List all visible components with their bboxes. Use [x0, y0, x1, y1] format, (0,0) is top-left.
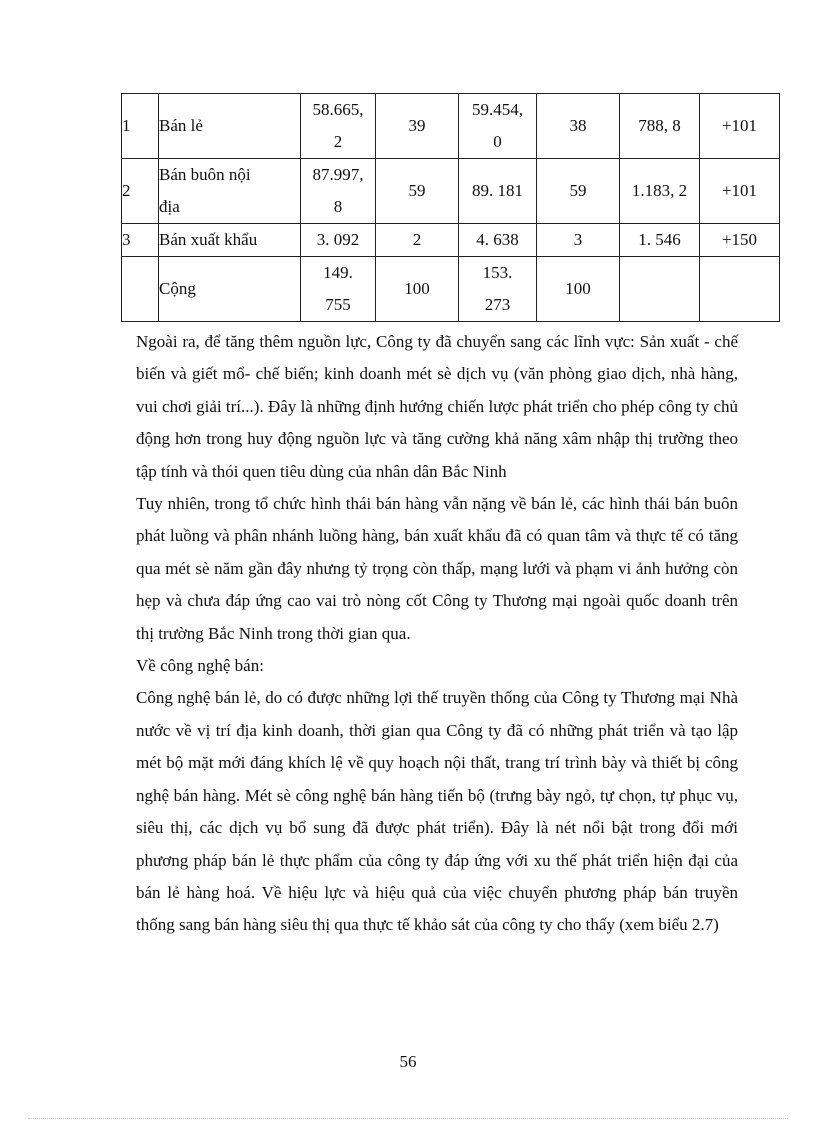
value-cell: 149. 755: [301, 257, 376, 322]
percent-cell: 100: [376, 257, 459, 322]
sales-table: [121, 93, 780, 322]
difference-cell: 1.183, 2: [620, 159, 700, 224]
row-label-cell: Bán lẻ: [159, 94, 301, 159]
difference-cell: [620, 257, 700, 322]
percent-cell: 39: [376, 94, 459, 159]
difference-cell: 788, 8: [620, 94, 700, 159]
value-cell: 3. 092: [301, 224, 376, 257]
page-number: 56: [399, 1052, 417, 1071]
row-label-cell: Bán xuất khẩu: [159, 224, 301, 257]
row-index-cell: 1: [122, 94, 159, 159]
growth-cell: +101: [700, 159, 780, 224]
paragraph: Công nghệ bán lẻ, do có được những lợi thế truyền thống của Công ty Thương mại Nhà nước về vị trí địa kinh doanh, thời gian qua Công ty đã có những phát triển và tạo lập mét bộ mặt mới đáng khích lệ về quy hoạch nội thất, trang trí trình bày và thiết bị công nghệ bán hàng. Mét sè công nghệ bán hàng tiến bộ (trưng bày ngỏ, tự chọn, tự phục vụ, siêu thị, các dịch vụ bổ sung đã được phát triển). Đây là nét nổi bật trong đổi mới phương pháp bán lẻ thực phẩm của công ty đáp ứng với xu thế phát triển hiện đại của bán lẻ hàng hoá. Về hiệu lực và hiệu quả của việc chuyển phương pháp bán truyền thống sang bán hàng siêu thị qua thực tế khảo sát của công ty cho thấy (xem biểu 2.7): [136, 688, 738, 935]
row-index-cell: [122, 257, 159, 322]
percent-cell: 59: [376, 159, 459, 224]
table-row: [122, 159, 780, 224]
growth-cell: +150: [700, 224, 780, 257]
value-cell: 89. 181: [459, 159, 537, 224]
percent-cell: 2: [376, 224, 459, 257]
paragraph: Tuy nhiên, trong tổ chức hình thái bán hàng vẫn nặng về bán lẻ, các hình thái bán buôn phát luồng và phân nhánh luồng hàng, bán xuất khẩu đã có quan tâm và thực tế có tăng qua mét sè năm gần đây nhưng tỷ trọng còn thấp, mạng lưới và phạm vi ảnh hưởng còn hẹp và chưa đáp ứng cao vai trò nòng cốt Công ty Thương mại ngoài quốc doanh trên thị trường Bắc Ninh trong thời gian qua.: [136, 494, 738, 643]
value-cell: 153. 273: [459, 257, 537, 322]
paragraph: Về công nghệ bán:: [136, 656, 264, 676]
percent-cell: 38: [537, 94, 620, 159]
percent-cell: 100: [537, 257, 620, 322]
value-cell: 58.665, 2: [301, 94, 376, 159]
page-bottom-border: [28, 1118, 788, 1119]
table-row: [122, 257, 780, 322]
table-row: [122, 94, 780, 159]
difference-cell: 1. 546: [620, 224, 700, 257]
row-index-cell: 3: [122, 224, 159, 257]
percent-cell: 59: [537, 159, 620, 224]
percent-cell: 3: [537, 224, 620, 257]
growth-cell: [700, 257, 780, 322]
row-label-cell: Cộng: [159, 257, 301, 322]
row-index-cell: 2: [122, 159, 159, 224]
paragraph: Ngoài ra, để tăng thêm nguồn lực, Công ty đã chuyển sang các lĩnh vực: Sản xuất - chế biến và giết mổ- chế biến; kinh doanh mét sè dịch vụ (văn phòng giao dịch, nhà hàng, vui chơi giải trí...). Đây là những định hướng chiến lược phát triển cho phép công ty chủ động hơn trong huy động nguồn lực và tăng cường khả năng xâm nhập thị trường theo tập tính và thói quen tiêu dùng của nhân dân Bắc Ninh: [136, 332, 738, 481]
body-text: [136, 326, 738, 942]
value-cell: 59.454, 0: [459, 94, 537, 159]
row-label-cell: Bán buôn nội địa: [159, 159, 301, 224]
table-row: [122, 224, 780, 257]
growth-cell: +101: [700, 94, 780, 159]
value-cell: 87.997, 8: [301, 159, 376, 224]
value-cell: 4. 638: [459, 224, 537, 257]
